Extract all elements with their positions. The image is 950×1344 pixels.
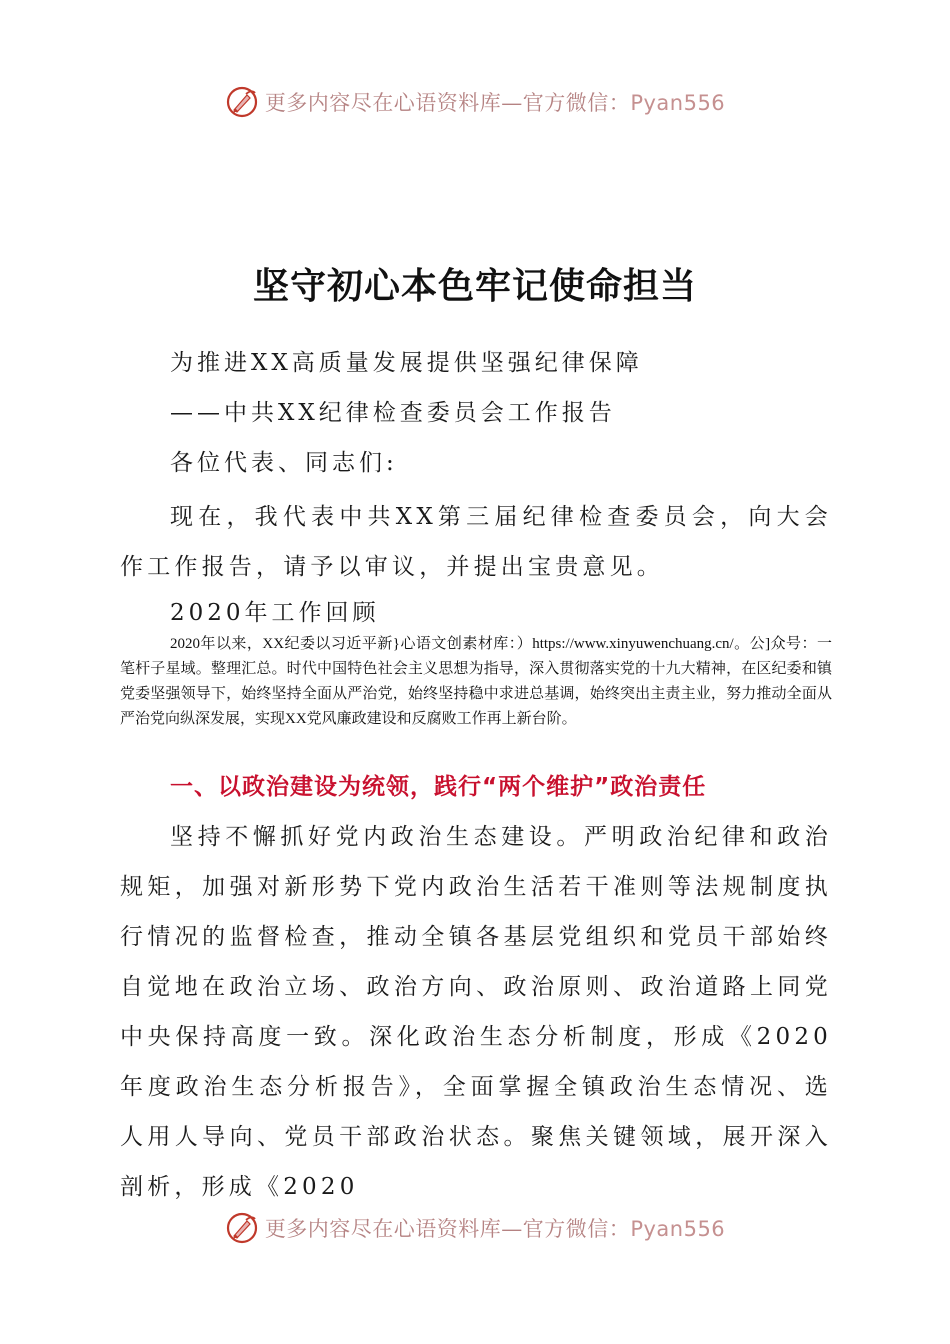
document-title: 坚守初心本色牢记使命担当 <box>252 266 697 307</box>
banner-text: 更多内容尽在心语资料库—官方微信：Pyan556 <box>264 1217 726 1241</box>
banner-wechat-id: Pyan556 <box>630 1217 726 1241</box>
pen-circle-icon <box>225 85 259 119</box>
document-subtitle: 为推进XX高质量发展提供坚强纪律保障 <box>170 350 643 376</box>
header-watermark-banner <box>0 82 950 122</box>
intro-paragraph: 现在，我代表中共XX第三届纪律检查委员会，向大会作工作报告，请予以审议，并提出宝贵意见。 <box>120 504 832 580</box>
review-heading: 2020年工作回顾 <box>170 600 380 626</box>
report-name: ——中共XX纪律检查委员会工作报告 <box>170 400 616 426</box>
pen-circle-icon <box>225 1211 259 1245</box>
banner-wechat-id: Pyan556 <box>630 91 726 115</box>
footer-watermark-banner <box>0 1208 950 1248</box>
review-paragraph: 2020年以来，XX纪委以习近平新}心语文创素材库：）https://www.xinyuwenchuang.cn/。公]众号：一笔杆子星域。整理汇总。时代中国特色社会主义思想为指导，深入贯彻落实党的十九大精神，在区纪委和镇党委坚强领导下，始终坚持全面从严治党，始终坚持稳中求进总基调，始终突出主责主业，努力推动全面从严治党向纵深发展，实现XX党风廉政建设和反腐败工作再上新台阶。 <box>120 636 832 727</box>
section-1-body: 坚持不懈抓好党内政治生态建设。严明政治纪律和政治规矩，加强对新形势下党内政治生活若干准则等法规制度执行情况的监督检查，推动全镇各基层党组织和党员干部始终自觉地在政治立场、政治方向、政治原则、政治道路上同党中央保持高度一致。深化政治生态分析制度，形成《2020年度政治生态分析报告》，全面掌握全镇政治生态情况、选人用人导向、党员干部政治状态。聚焦关键领域，展开深入剖析，形成《2020 <box>120 824 832 1200</box>
banner-text: 更多内容尽在心语资料库—官方微信：Pyan556 <box>264 91 726 115</box>
salutation: 各位代表、同志们: <box>170 450 398 476</box>
section-1-heading: 一、以政治建设为统领，践行“两个维护”政治责任 <box>170 774 707 800</box>
